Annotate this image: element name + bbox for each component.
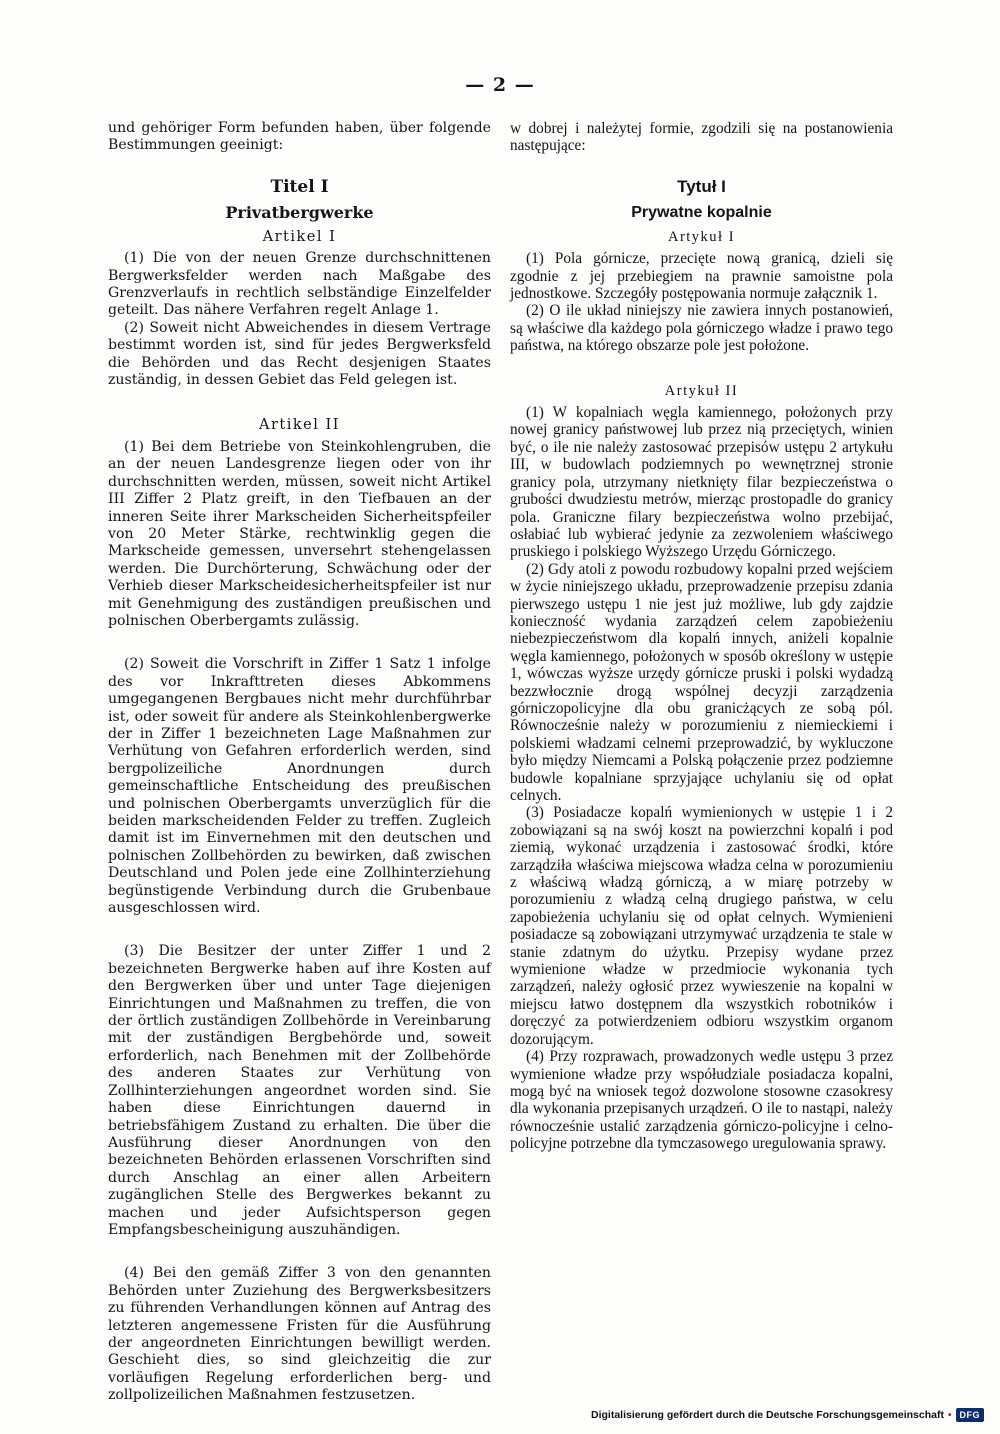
polish-article-1-heading: Artykuł I bbox=[667, 228, 736, 245]
german-article-2-paragraph-3: (3) Die Besitzer der unter Ziffer 1 und 2 bezeichneten Bergwerke haben auf ihre Kosten auf den Bergwerken über und unter Tage diejenigen Einrichtungen und Maßnahmen zu treffen, die von der örtlich zuständigen Zollbehörde in Vereinbarung mit der zuständigen Bergbehörde und, soweit erforderlich, nach Benehmen mit der Zollbehörde des anderen Staates zur Verhütung von Zollhinterziehungen angeordnet worden sind. Sie haben diese Einrichtungen dauernd in betriebsfähigem Zustand zu erhalten. Die über die Ausführung dieser Anordnungen von den bezeichneten Behörden erlassenen Vorschriften sind durch Anschlag an einer allen Arbeitern zugänglichen Stelle des Bergwerkes bekannt zu machen und jeder Aufsichtsperson gegen Empfangsbescheinigung auszuhändigen. bbox=[108, 943, 491, 1238]
german-article-2-paragraph-4: (4) Bei den gemäß Ziffer 3 von den genannten Behörden unter Zuziehung des Bergwerksbesitzers zu führenden Verhandlungen können auf Antrag des letzteren angemessene Fristen für die Ausführung der angeordneten Einrichtungen bewilligt werden. Geschieht dies, so sind gleichzeitig die zur vorläufigen Regelung erforderlichen berg- und zollpolizeilichen Maßnahmen festzusetzen. bbox=[108, 1265, 491, 1404]
polish-column bbox=[510, 120, 893, 1153]
polish-subtitle: Prywatne kopalnie bbox=[631, 203, 772, 221]
polish-article-1-paragraph-1: (1) Pola górnicze, przecięte nową granicą, dzieli się zgodnie z jej przebiegiem na prawnie samoistne pola jednostkowe. Szczegóły postępowania normuje załącznik 1. bbox=[510, 250, 893, 303]
polish-article-2-paragraph-3: (3) Posiadacze kopalń wymienionych w ustępie 1 i 2 zobowiązani są na swój koszt na powierzchni kopalń i pod ziemią, wykonać urządzenia i zastosować środki, które zarządziła właściwa miejscowa władza celna w porozumieniu z właściwą władzą górniczą, a w miarę potrzeby w porozumieniu z władzą celną drugiego państwa, w celu zapobieżenia uchylaniu się od opłat celnych. Wymienieni posiadacze są zobowiązani utrzymywać urządzenia te stale w stanie zdatnym do użytku. Przepisy wydane przez wymienione władze w przedmiocie wykonania tych zarządzeń, należy ogłosić przez wywieszenie na kopalni w miejscu łatwo dostępnem dla wszystkich robotników i doręczyć za potwierdzeniem odbioru wszystkim organom dozorującym. bbox=[510, 804, 893, 1048]
german-title: Titel I bbox=[270, 176, 329, 197]
polish-intro: w dobrej i należytej formie, zgodzili się na postanowienia następujące: bbox=[510, 120, 893, 155]
dfg-logo: DFG bbox=[956, 1408, 985, 1422]
german-article-2-paragraph-2: (2) Soweit die Vorschrift in Ziffer 1 Satz 1 infolge des vor Inkrafttreten dieses Abkommens umgegangenen Bergbaues nicht mehr durchführbar ist, oder soweit für andere als Steinkohlenbergwerke der in Ziffer 1 bezeichneten Lage Maßnahmen zur Verhütung von Gefahren erforderlich werden, sind bergpolizeiliche Anordnungen durch gemeinschaftliche Entscheidung des preußischen und polnischen Oberbergamts unverzüglich für die beiden markscheidenden Felder zu treffen. Zugleich damit ist im Einvernehmen mit den deutschen und polnischen Zollbehörden zu bewirken, daß zwischen Deutschland und Polen jede eine Zollhinterziehung begünstigende Verbindung durch die Grubenbaue ausgeschlossen wird. bbox=[108, 656, 491, 917]
footer-credit bbox=[591, 1408, 984, 1422]
german-article-2-paragraph-1: (1) Bei dem Betriebe von Steinkohlengruben, die an der neuen Landesgrenze liegen oder von ihr durchschnitten werden, müssen, soweit nicht Artikel III Ziffer 2 Platz greift, in den Tiefbauen an der inneren Seite ihrer Markscheiden Sicherheitspfeiler von 20 Meter Stärke, rechtwinklig gegen die Markscheide gemessen, unversehrt stehengelassen werden. Die Durchörterung, Schwächung oder der Verhieb dieser Markscheidesicherheitspfeiler ist nur mit Genehmigung des zuständigen preußischen und polnischen Oberbergamts zulässig. bbox=[108, 438, 491, 629]
german-article-1-paragraph-2: (2) Soweit nicht Abweichendes in diesem Vertrage bestimmt worden ist, sind für jedes Bergwerksfeld die Behörden und das Recht desjenigen Staates zuständig, in dessen Gebiet das Feld gelegen ist. bbox=[108, 319, 491, 389]
polish-article-2-paragraph-1: (1) W kopalniach węgla kamiennego, położonych przy nowej granicy państwowej lub przez nią przeciętych, winien być, o ile nie należy zastosować przepisów ustępu 2 artykułu III, w budowlach podziemnych po wewnętrznej stronie granicy pola, utrzymany nietknięty filar bezpieczeństwa o grubości dwudziestu metrów, mierząc prostopadle do granicy pola. Graniczne filary bezpieczeństwa wolno przebijać, osłabiać lub wybierać jedynie za zezwoleniem właściwego pruskiego i polskiego Wyższego Urzędu Górniczego. bbox=[510, 404, 893, 561]
polish-article-2-paragraph-2: (2) Gdy atoli z powodu rozbudowy kopalni przed wejściem w życie niniejszego układu, przeprowadzenie przepisu zdania pierwszego ustępu 1 nie jest już możliwe, lub gdy zajdzie konieczność wydania zarządzeń celem zapobieżeniu niebezpieczeństwom dla kopalń innych, aniżeli kopalnie węgla kamiennego, położonych w sposób określony w ustępie 1, wówczas wyższe urzędy górnicze pruski i polski wydadzą bezzwłocznie drogą wspólnej decyzji zarządzenia górniczopolicyjne dla obu granicżących ze sobą pól. Równocześnie należy w porozumieniu z niemieckiemi i polskiemi władzami celnemi przeprowadzić, by wykluczone było między Niemcami a Polską połączenie przez podziemne budowle kopalniane sprzyjające uchylaniu się od opłat celnych. bbox=[510, 560, 893, 804]
german-article-2-heading: Artikel II bbox=[259, 417, 340, 434]
german-intro: und gehöriger Form befunden haben, über folgende Bestimmungen geeinigt: bbox=[108, 120, 491, 154]
polish-article-1-paragraph-2: (2) O ile układ niniejszy nie zawiera innych postanowień, są właściwe dla każdego pola górniczego władze i prawo tego państwa, na którego obszarze pole jest położone. bbox=[510, 302, 893, 355]
german-subtitle: Privatbergwerke bbox=[225, 202, 374, 222]
german-column bbox=[108, 120, 491, 1405]
german-article-1-paragraph-1: (1) Die von der neuen Grenze durchschnittenen Bergwerksfelder werden nach Maßgabe des Grenzverlaufs in rechtlich selbständige Einzelfelder geteilt. Das nähere Verfahren regelt Anlage 1. bbox=[108, 250, 491, 319]
polish-article-2-heading: Artykuł II bbox=[664, 382, 739, 399]
polish-article-2-paragraph-4: (4) Przy rozprawach, prowadzonych wedle ustępu 3 przez wymienione władze przy współudziale posiadacza kopalni, mogą być na wniosek tegoż dozwolone stosowne czasokresy dla wykonania przepisanych urządzeń. O ile to nastąpi, należy równocześnie ustalić zarządzenia górniczo-policyjne i celno-policyjne potrzebne dla tymczasowego uregulowania sprawy. bbox=[510, 1048, 893, 1153]
footer-text: Digitalisierung gefördert durch die Deutsche Forschungsgemeinschaft bbox=[591, 1409, 944, 1421]
german-article-1-heading: Artikel I bbox=[262, 228, 337, 245]
page-number: — 2 — bbox=[465, 74, 535, 96]
polish-title: Tytuł I bbox=[677, 176, 726, 196]
dfg-dots-icon: • bbox=[947, 1409, 952, 1421]
